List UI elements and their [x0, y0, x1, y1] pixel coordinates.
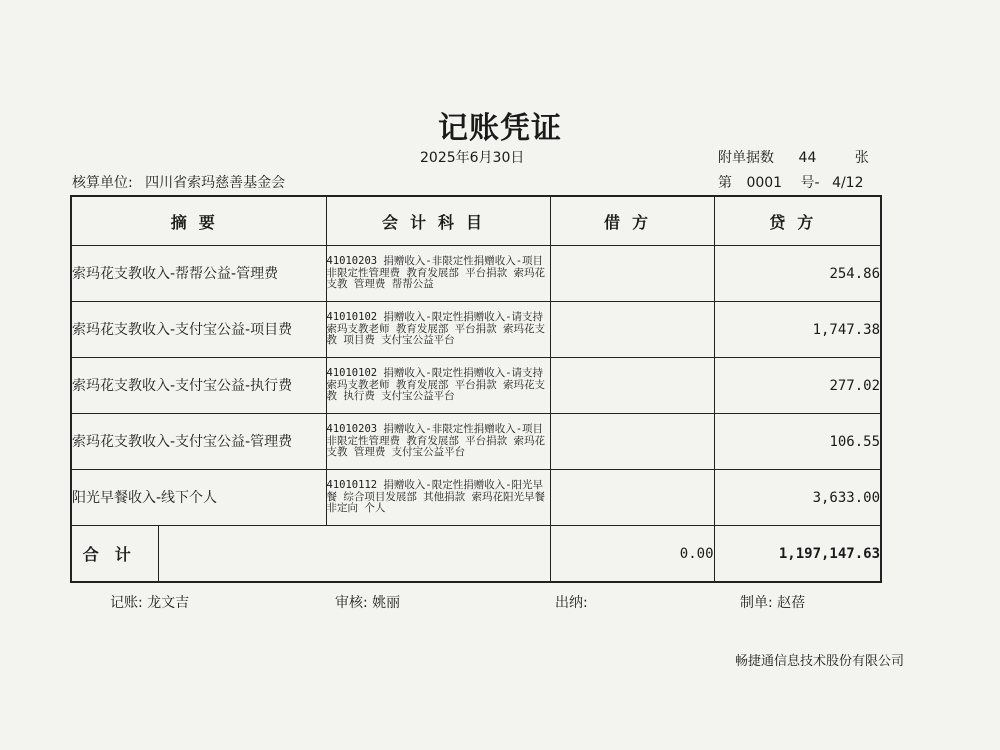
preparer-label: 制单: — [740, 595, 773, 611]
row-debit — [550, 414, 714, 470]
voucher-page: 4/12 — [832, 175, 864, 191]
accounting-unit — [72, 172, 293, 192]
preparer-name: 赵蓓 — [777, 595, 806, 611]
total-label: 合计 — [71, 526, 158, 583]
row-subject: 41010102 捐赠收入-限定性捐赠收入-请支持索玛支教老师 教育发展部 平台捐款 索玛花支教 执行费 支付宝公益平台 — [326, 358, 550, 414]
row-debit — [550, 246, 714, 302]
row-credit: 254.86 — [714, 246, 881, 302]
voucher-mid: 号- — [800, 175, 820, 191]
header-credit: 贷方 — [714, 196, 881, 246]
header-debit: 借方 — [550, 196, 714, 246]
bookkeeper-label: 记账: — [110, 595, 143, 611]
page-title: 记账凭证 — [438, 111, 562, 146]
row-debit — [550, 358, 714, 414]
cashier-label: 出纳: — [555, 595, 588, 611]
reviewer-name: 姚丽 — [372, 595, 401, 611]
table-row — [71, 302, 881, 358]
total-row — [71, 526, 881, 583]
row-summary: 索玛花支教收入-支付宝公益-项目费 — [71, 302, 326, 358]
table-row — [71, 414, 881, 470]
table-row — [71, 246, 881, 302]
header-subject: 会计科目 — [326, 196, 550, 246]
unit-label: 核算单位: — [72, 175, 133, 191]
software-company: 畅捷通信息技术股份有限公司 — [735, 654, 905, 669]
table-row — [71, 358, 881, 414]
unit-name: 四川省索玛慈善基金会 — [145, 175, 286, 191]
row-subject: 41010203 捐赠收入-非限定性捐赠收入-项目非限定性管理费 教育发展部 平台捐款 索玛花支教 管理费 支付宝公益平台 — [326, 414, 550, 470]
attach-unit: 张 — [854, 150, 869, 166]
voucher-date: 2025年6月30日 — [420, 150, 525, 166]
row-summary: 阳光早餐收入-线下个人 — [71, 470, 326, 526]
row-credit: 106.55 — [714, 414, 881, 470]
total-credit: 1,197,147.63 — [714, 526, 881, 583]
row-summary: 索玛花支教收入-支付宝公益-管理费 — [71, 414, 326, 470]
voucher-number — [718, 172, 864, 192]
row-debit — [550, 302, 714, 358]
voucher-table — [70, 195, 882, 583]
row-subject: 41010203 捐赠收入-非限定性捐赠收入-项目非限定性管理费 教育发展部 平台捐款 索玛花支教 管理费 帮帮公益 — [326, 246, 550, 302]
reviewer-label: 审核: — [335, 595, 368, 611]
total-blank — [158, 526, 550, 583]
row-summary: 索玛花支教收入-帮帮公益-管理费 — [71, 246, 326, 302]
total-debit: 0.00 — [550, 526, 714, 583]
attachment-count — [718, 147, 869, 167]
bookkeeper-name: 龙文吉 — [147, 595, 190, 611]
row-debit — [550, 470, 714, 526]
row-credit: 277.02 — [714, 358, 881, 414]
row-subject: 41010102 捐赠收入-限定性捐赠收入-请支持索玛支教老师 教育发展部 平台捐款 索玛花支教 项目费 支付宝公益平台 — [326, 302, 550, 358]
bookkeeper-sign — [110, 592, 189, 612]
table-row — [71, 470, 881, 526]
voucher-prefix: 第 — [718, 175, 732, 191]
row-summary: 索玛花支教收入-支付宝公益-执行费 — [71, 358, 326, 414]
row-credit: 1,747.38 — [714, 302, 881, 358]
attach-label: 附单据数 — [718, 150, 774, 166]
attach-count: 44 — [798, 150, 817, 166]
cashier-sign — [555, 592, 588, 612]
row-credit: 3,633.00 — [714, 470, 881, 526]
voucher-no: 0001 — [746, 175, 783, 191]
reviewer-sign — [335, 592, 400, 612]
header-summary: 摘要 — [71, 196, 326, 246]
table-header — [71, 196, 881, 246]
row-subject: 41010112 捐赠收入-限定性捐赠收入-阳光早餐 综合项目发展部 其他捐款 索玛花阳光早餐 非定向 个人 — [326, 470, 550, 526]
preparer-sign — [740, 592, 805, 612]
